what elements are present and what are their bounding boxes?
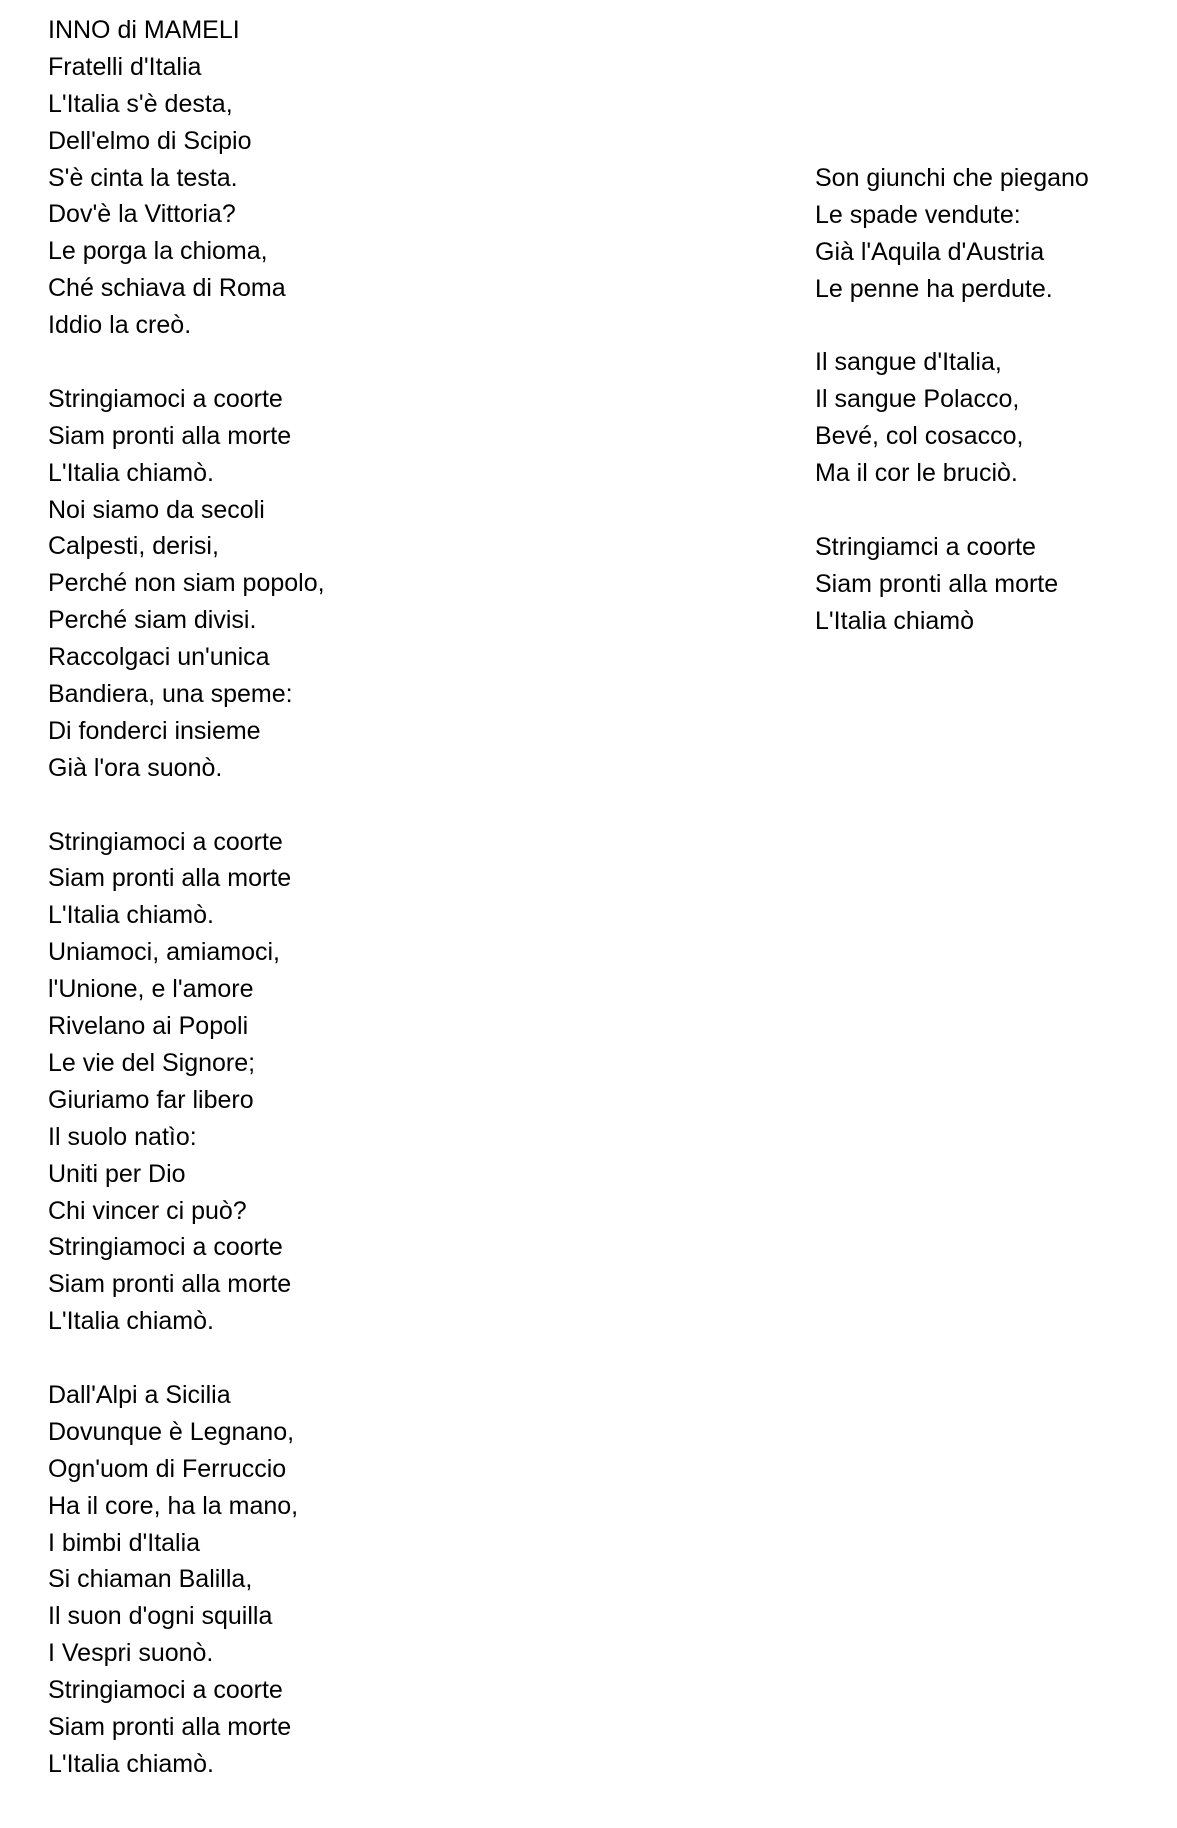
verse-line: Stringiamoci a coorte	[48, 827, 283, 856]
verse-line: Giuriamo far libero	[48, 1085, 254, 1114]
verse-line: Le porga la chioma,	[48, 237, 268, 266]
verse-line: Bevé, col cosacco,	[815, 422, 1024, 451]
verse-line: Dov'è la Vittoria?	[48, 200, 236, 229]
stanza	[815, 529, 1155, 640]
left-column	[48, 12, 748, 1783]
verse-line: Di fonderci insieme	[48, 716, 261, 745]
verse-line: Ma il cor le bruciò.	[815, 459, 1018, 488]
verse-line: Siam pronti alla morte	[48, 864, 292, 893]
verse-line: Ogn'uom di Ferruccio	[48, 1454, 287, 1483]
verse-line: Son giunchi che piegano	[815, 164, 1089, 192]
verse-line: Perché non siam popolo,	[48, 569, 325, 598]
verse-line: Ché schiava di Roma	[48, 274, 286, 303]
verse-line: Già l'ora suonò.	[48, 753, 223, 782]
stanza	[815, 344, 1155, 492]
verse-line: Già l'Aquila d'Austria	[815, 237, 1045, 266]
verse-line: Il sangue d'Italia,	[815, 348, 1002, 377]
stanza-gap	[815, 492, 1155, 529]
verse-line: Ha il core, ha la mano,	[48, 1491, 299, 1520]
verse-line: L'Italia chiamò	[815, 606, 975, 635]
verse-line: Perché siam divisi.	[48, 606, 257, 635]
verse-line: L'Italia chiamò.	[48, 901, 214, 930]
verse-line: L'Italia chiamò.	[48, 1749, 214, 1778]
stanza	[815, 160, 1155, 308]
verse-line: Dovunque è Legnano,	[48, 1417, 295, 1446]
verse-line: Il sangue Polacco,	[815, 385, 1020, 414]
verse-line: Siam pronti alla morte	[48, 421, 292, 450]
stanza-gap	[815, 308, 1155, 345]
verse-line: Le penne ha perdute.	[815, 274, 1053, 303]
verse-line: INNO di MAMELI	[48, 16, 240, 44]
verse-line: Il suolo natìo:	[48, 1122, 197, 1151]
verse-line: S'è cinta la testa.	[48, 163, 238, 192]
verse-line: Stringiamoci a coorte	[48, 1233, 283, 1262]
verse-line: Chi vincer ci può?	[48, 1196, 247, 1225]
verse-line: L'Italia chiamò.	[48, 1307, 214, 1336]
verse-line: Uniti per Dio	[48, 1159, 186, 1188]
stanza-gap	[48, 787, 748, 824]
verse-line: L'Italia s'è desta,	[48, 89, 233, 118]
verse-line: Dall'Alpi a Sicilia	[48, 1380, 231, 1409]
verse-line: Il suon d'ogni squilla	[48, 1602, 273, 1631]
verse-line: Siam pronti alla morte	[48, 1270, 292, 1299]
verse-line: I bimbi d'Italia	[48, 1528, 201, 1557]
verse-line: Iddio la creò.	[48, 311, 192, 340]
stanza	[48, 824, 748, 1340]
verse-line: Fratelli d'Italia	[48, 52, 202, 81]
verse-line: Uniamoci, amiamoci,	[48, 938, 281, 967]
verse-line: Siam pronti alla morte	[815, 569, 1059, 598]
verse-line: Calpesti, derisi,	[48, 532, 219, 561]
stanza-gap	[48, 1340, 748, 1377]
verse-line: Le vie del Signore;	[48, 1048, 256, 1077]
verse-line: Dell'elmo di Scipio	[48, 126, 252, 155]
verse-line: Le spade vendute:	[815, 200, 1021, 229]
verse-line: Rivelano ai Popoli	[48, 1012, 249, 1041]
verse-line: Noi siamo da secoli	[48, 495, 265, 524]
verse-line: l'Unione, e l'amore	[48, 975, 254, 1004]
verse-line: I Vespri suonò.	[48, 1639, 214, 1668]
verse-line: Stringiamci a coorte	[815, 532, 1036, 561]
verse-line: Raccolgaci un'unica	[48, 643, 270, 672]
stanza-gap	[48, 344, 748, 381]
verse-line: Si chiaman Balilla,	[48, 1565, 253, 1594]
verse-line: Stringiamoci a coorte	[48, 384, 283, 413]
verse-line: L'Italia chiamò.	[48, 458, 214, 487]
stanza	[48, 1377, 748, 1783]
stanza	[48, 12, 748, 344]
verse-line: Stringiamoci a coorte	[48, 1676, 283, 1705]
right-column	[815, 160, 1155, 640]
verse-line: Bandiera, una speme:	[48, 680, 293, 709]
verse-line: Siam pronti alla morte	[48, 1712, 292, 1741]
stanza	[48, 381, 748, 787]
